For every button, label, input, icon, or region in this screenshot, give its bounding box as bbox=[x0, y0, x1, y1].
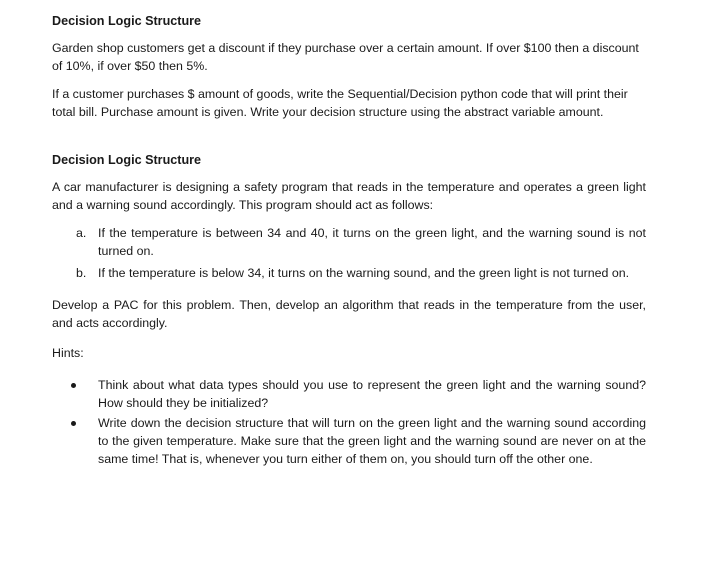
section2-title: Decision Logic Structure bbox=[52, 153, 202, 167]
list-marker: a. bbox=[76, 226, 87, 240]
list-item bbox=[98, 376, 646, 412]
hints-label: Hints: bbox=[52, 346, 84, 360]
list-item-text: If the temperature is between 34 and 40, it turns on the green light, and the warning sound is not turned on. bbox=[98, 226, 646, 258]
section1-paragraph-1: Garden shop customers get a discount if they purchase over a certain amount. If over $100 then a discount of 10%, if over $50 then 5%. bbox=[52, 41, 639, 73]
list-item-text: If the temperature is below 34, it turns on the warning sound, and the green light is not turned on. bbox=[98, 266, 630, 280]
list-marker: b. bbox=[76, 266, 87, 280]
section2-paragraph-2: Develop a PAC for this problem. Then, develop an algorithm that reads in the temperature from the user, and acts accordingly. bbox=[52, 298, 646, 330]
hint-text: Write down the decision structure that will turn on the green light and the warning sound according to the given temperature. Make sure that the green light and the warning sound are never on at the same time! That is, whenever you turn either of them on, you should turn off the other one. bbox=[98, 416, 646, 466]
condition-list bbox=[52, 224, 646, 282]
bullet-icon bbox=[71, 383, 76, 388]
bullet-icon bbox=[71, 421, 76, 426]
hints-list bbox=[52, 376, 646, 468]
list-item bbox=[76, 264, 646, 282]
section1-paragraph-2: If a customer purchases $ amount of goods, write the Sequential/Decision python code that will print their total bill. Purchase amount is given. Write your decision structure using the abstract variable amount. bbox=[52, 87, 628, 119]
list-item bbox=[76, 224, 646, 260]
document-page bbox=[52, 12, 646, 470]
section1-title: Decision Logic Structure bbox=[52, 14, 202, 28]
list-item bbox=[98, 414, 646, 468]
hint-text: Think about what data types should you use to represent the green light and the warning sound? How should they be initialized? bbox=[98, 378, 646, 410]
section2-paragraph-1: A car manufacturer is designing a safety program that reads in the temperature and operates a green light and a warning sound accordingly. This program should act as follows: bbox=[52, 180, 646, 212]
